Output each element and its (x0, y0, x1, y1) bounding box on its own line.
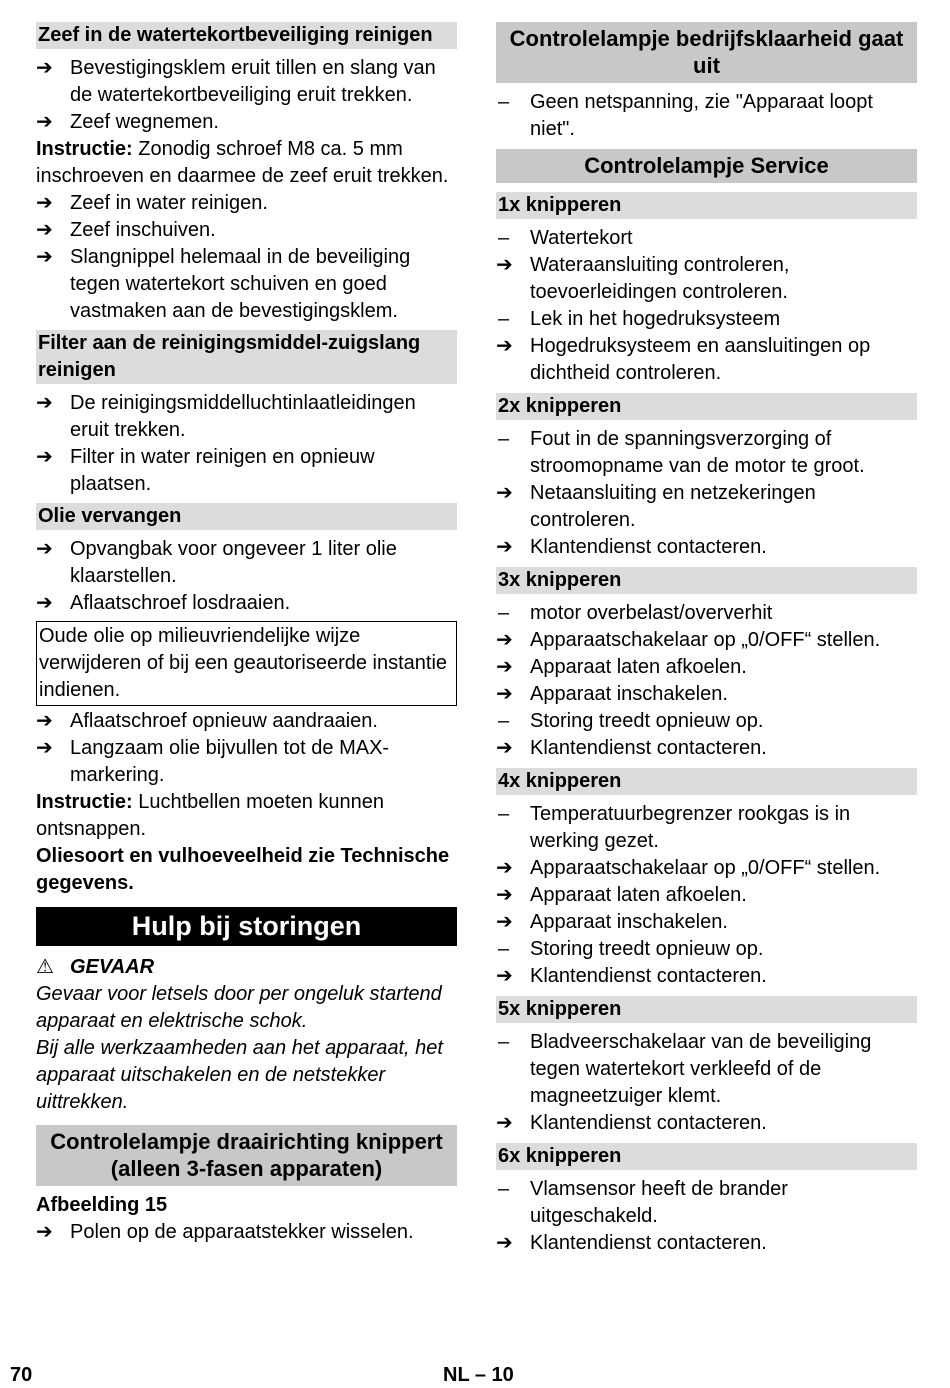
filter-steps (36, 390, 457, 498)
zeef-heading: Zeef in de watertekortbeveiliging reinigen (36, 22, 457, 49)
dash-bullet-icon: – (498, 308, 510, 330)
item-text: Zeef wegnemen. (70, 111, 219, 133)
arrow-step (496, 333, 917, 387)
dash-item (496, 600, 917, 627)
item-text: Netaansluiting en netzekeringen controleren. (530, 482, 816, 531)
arrow-right-icon: ➔ (496, 884, 513, 906)
item-text: Fout in de spanningsverzorging of stroomopname van de motor te groot. (530, 428, 865, 477)
arrow-right-icon: ➔ (496, 1232, 513, 1254)
olie-heading: Olie vervangen (36, 503, 457, 530)
arrow-step (36, 590, 457, 617)
item-text: Apparaat inschakelen. (530, 911, 728, 933)
arrow-step (496, 909, 917, 936)
item-text: Geen netspanning, zie "Apparaat loopt niet". (530, 91, 873, 140)
arrow-step (496, 681, 917, 708)
arrow-right-icon: ➔ (496, 911, 513, 933)
arrow-step (496, 534, 917, 561)
arrow-right-icon: ➔ (36, 446, 53, 468)
dash-bullet-icon: – (498, 602, 510, 624)
arrow-step (36, 735, 457, 789)
olie-instructie (36, 789, 457, 843)
arrow-right-icon: ➔ (496, 335, 513, 357)
oliesoort-note: Oliesoort en vulhoeveelheid zie Technische gegevens. (36, 845, 450, 894)
gevaar-heading (36, 954, 457, 981)
arrow-right-icon: ➔ (36, 192, 53, 214)
arrow-right-icon: ➔ (36, 1221, 53, 1243)
arrow-step (496, 480, 917, 534)
item-text: Klantendienst contacteren. (530, 1232, 767, 1254)
dash-item (496, 801, 917, 855)
arrow-right-icon: ➔ (496, 1112, 513, 1134)
zeef-steps-1 (36, 55, 457, 136)
filter-heading: Filter aan de reinigingsmiddel-zuigslang reinigen (36, 330, 457, 384)
dash-bullet-icon: – (498, 710, 510, 732)
item-text: Apparaat inschakelen. (530, 683, 728, 705)
arrow-right-icon: ➔ (36, 246, 53, 268)
arrow-right-icon: ➔ (496, 482, 513, 504)
item-text: De reinigingsmiddelluchtinlaatleidingen eruit trekken. (70, 392, 416, 441)
dash-bullet-icon: – (498, 428, 510, 450)
arrow-right-icon: ➔ (496, 965, 513, 987)
arrow-step (36, 708, 457, 735)
item-text: Zeef in water reinigen. (70, 192, 268, 214)
draairichting-steps (36, 1219, 457, 1246)
arrow-right-icon: ➔ (496, 683, 513, 705)
arrow-right-icon: ➔ (36, 111, 53, 133)
service-groups (496, 192, 917, 1263)
blink-group-heading: 6x knipperen (496, 1143, 917, 1170)
olie-steps-1 (36, 536, 457, 617)
gevaar-line: Bij alle werkzaamheden aan het apparaat, het apparaat uitschakelen en de netstekker uittrekken. (36, 1037, 443, 1113)
item-text: Aflaatschroef losdraaien. (70, 592, 291, 614)
blink-group-heading: 2x knipperen (496, 393, 917, 420)
arrow-step (36, 1219, 457, 1246)
bedrijfsklaarheid-heading: Controlelampje bedrijfsklaarheid gaat uit (496, 22, 917, 83)
gevaar-label: GEVAAR (70, 956, 155, 978)
instructie-label: Instructie: (36, 791, 133, 813)
arrow-step (496, 735, 917, 762)
arrow-right-icon: ➔ (36, 737, 53, 759)
arrow-right-icon: ➔ (36, 57, 53, 79)
arrow-right-icon: ➔ (36, 710, 53, 732)
arrow-right-icon: ➔ (36, 219, 53, 241)
arrow-step (496, 1110, 917, 1137)
arrow-step (496, 1230, 917, 1257)
blink-group-heading: 4x knipperen (496, 768, 917, 795)
arrow-right-icon: ➔ (36, 392, 53, 414)
arrow-right-icon: ➔ (496, 629, 513, 651)
gevaar-text (36, 981, 457, 1116)
arrow-step (36, 244, 457, 325)
item-text: Polen op de apparaatstekker wisselen. (70, 1221, 414, 1243)
item-text: Storing treedt opnieuw op. (530, 710, 764, 732)
arrow-step (496, 855, 917, 882)
page-number: 70 (10, 1364, 33, 1386)
arrow-step (36, 55, 457, 109)
item-text: Bladveerschakelaar van de beveiliging tegen watertekort verkleefd of de magneetzuiger klemt. (530, 1031, 872, 1107)
arrow-step (36, 217, 457, 244)
dash-item (496, 936, 917, 963)
dash-item (496, 426, 917, 480)
arrow-right-icon: ➔ (36, 538, 53, 560)
warning-icon: ⚠ (36, 956, 54, 978)
blink-group-heading: 5x knipperen (496, 996, 917, 1023)
arrow-right-icon: ➔ (496, 737, 513, 759)
item-text: motor overbelast/oververhit (530, 602, 773, 624)
arrow-step (496, 963, 917, 990)
arrow-step (36, 109, 457, 136)
dash-bullet-icon: – (498, 227, 510, 249)
arrow-step (36, 536, 457, 590)
item-text: Temperatuurbegrenzer rookgas is in werking gezet. (530, 803, 851, 852)
arrow-right-icon: ➔ (36, 592, 53, 614)
arrow-step (36, 190, 457, 217)
item-text: Apparaat laten afkoelen. (530, 656, 747, 678)
arrow-step (496, 654, 917, 681)
item-text: Klantendienst contacteren. (530, 737, 767, 759)
dash-bullet-icon: – (498, 938, 510, 960)
item-text: Wateraansluiting controleren, toevoerleidingen controleren. (530, 254, 790, 303)
blink-group-heading: 3x knipperen (496, 567, 917, 594)
right-column (496, 22, 917, 1263)
service-heading: Controlelampje Service (496, 149, 917, 183)
dash-bullet-icon: – (498, 1178, 510, 1200)
blink-group-heading: 1x knipperen (496, 192, 917, 219)
bedrijfsklaarheid-items (496, 89, 917, 143)
item-text: Lek in het hogedruksysteem (530, 308, 781, 330)
olie-steps-2 (36, 708, 457, 789)
draairichting-heading: Controlelampje draairichting knippert (alleen 3-fasen apparaten) (36, 1125, 457, 1186)
hulp-bij-storingen-heading: Hulp bij storingen (36, 907, 457, 946)
dash-item (496, 1176, 917, 1230)
item-text: Apparaatschakelaar op „0/OFF“ stellen. (530, 857, 881, 879)
environment-notice-box: Oude olie op milieuvriendelijke wijze verwijderen of bij een geautoriseerde instantie indienen. (36, 621, 457, 706)
arrow-right-icon: ➔ (496, 656, 513, 678)
left-column (36, 22, 457, 1246)
item-text: Aflaatschroef opnieuw aandraaien. (70, 710, 378, 732)
item-text: Apparaatschakelaar op „0/OFF“ stellen. (530, 629, 881, 651)
item-text: Klantendienst contacteren. (530, 1112, 767, 1134)
dash-bullet-icon: – (498, 1031, 510, 1053)
item-text: Langzaam olie bijvullen tot de MAX-markering. (70, 737, 390, 786)
dash-bullet-icon: – (498, 803, 510, 825)
arrow-right-icon: ➔ (496, 857, 513, 879)
arrow-step (496, 627, 917, 654)
zeef-instructie (36, 136, 457, 190)
item-text: Slangnippel helemaal in de beveiliging tegen watertekort schuiven en goed vastmaken aan de bevestigingsklem. (70, 246, 411, 322)
arrow-step (36, 444, 457, 498)
gevaar-line: Gevaar voor letsels door per ongeluk startend apparaat en elektrische schok. (36, 983, 442, 1032)
arrow-step (496, 882, 917, 909)
instructie-label: Instructie: (36, 138, 133, 160)
item-text: Hogedruksysteem en aansluitingen op dichtheid controleren. (530, 335, 871, 384)
arrow-right-icon: ➔ (496, 536, 513, 558)
instructie-text: Zonodig schroef M8 ca. 5 mm inschroeven en daarmee de zeef eruit trekken. (36, 138, 449, 187)
item-text: Watertekort (530, 227, 633, 249)
instructie-text: Luchtbellen moeten kunnen ontsnappen. (36, 791, 384, 840)
afbeelding-label: Afbeelding 15 (36, 1194, 168, 1216)
arrow-right-icon: ➔ (496, 254, 513, 276)
item-text: Storing treedt opnieuw op. (530, 938, 764, 960)
item-text: Vlamsensor heeft de brander uitgeschakeld. (530, 1178, 788, 1227)
item-text: Klantendienst contacteren. (530, 965, 767, 987)
item-text: Bevestigingsklem eruit tillen en slang van de watertekortbeveiliging eruit trekken. (70, 57, 436, 106)
item-text: Apparaat laten afkoelen. (530, 884, 747, 906)
dash-item (496, 306, 917, 333)
item-text: Zeef inschuiven. (70, 219, 216, 241)
page-reference: NL – 10 (443, 1364, 514, 1386)
dash-item (496, 225, 917, 252)
dash-bullet-icon: – (498, 91, 510, 113)
arrow-step (36, 390, 457, 444)
dash-item (496, 89, 917, 143)
item-text: Filter in water reinigen en opnieuw plaatsen. (70, 446, 375, 495)
arrow-step (496, 252, 917, 306)
dash-item (496, 1029, 917, 1110)
item-text: Opvangbak voor ongeveer 1 liter olie klaarstellen. (70, 538, 397, 587)
dash-item (496, 708, 917, 735)
item-text: Klantendienst contacteren. (530, 536, 767, 558)
zeef-steps-2 (36, 190, 457, 325)
